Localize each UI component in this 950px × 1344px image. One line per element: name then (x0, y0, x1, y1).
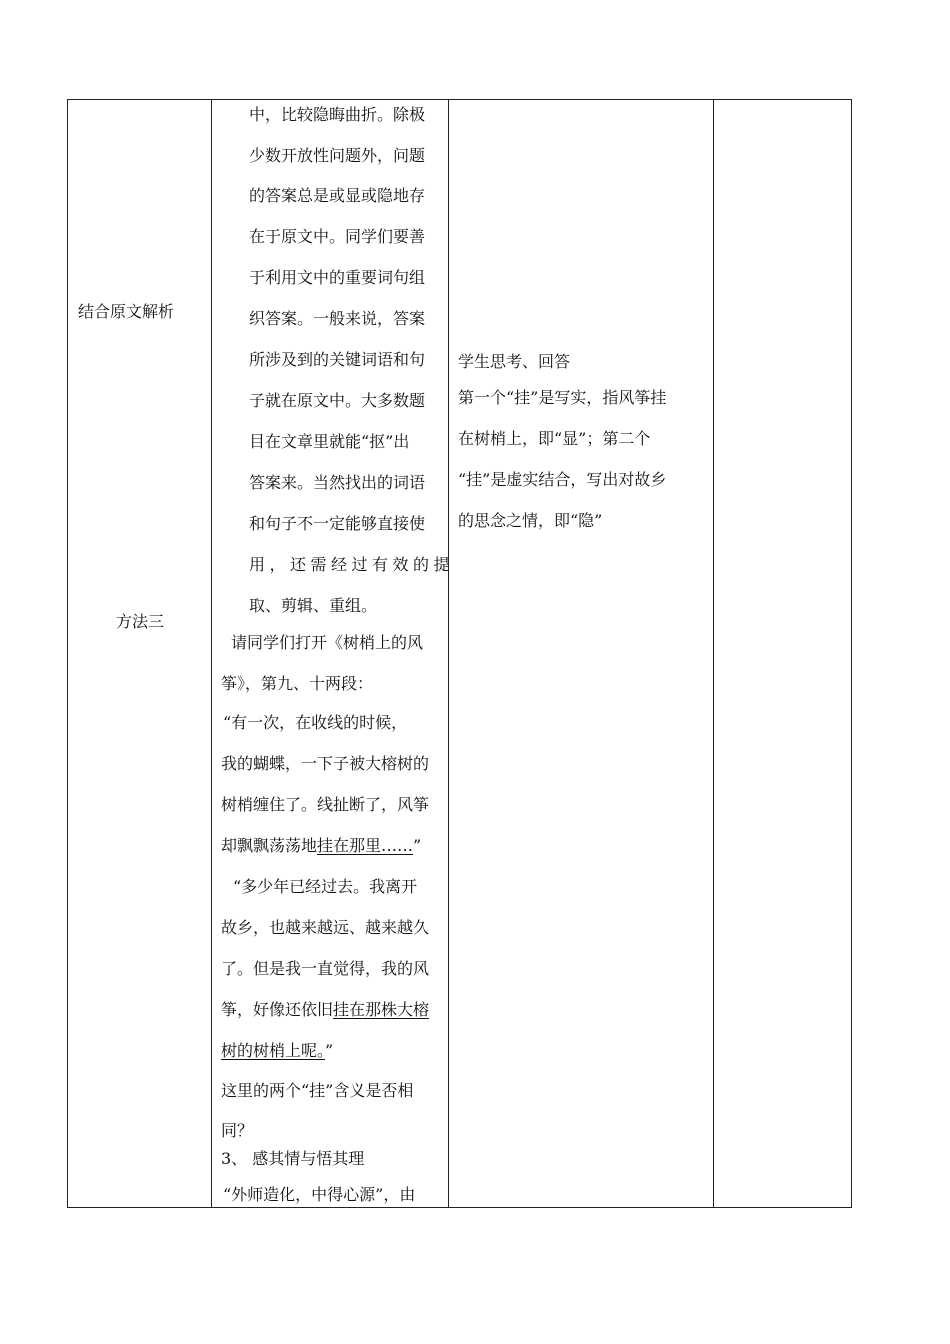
quote-line: 却飘飘荡荡地挂在那里……” (221, 836, 422, 855)
quote-line: 树的树梢上呢。” (221, 1041, 334, 1060)
content-line: 取、剪辑、重组。 (249, 596, 378, 615)
quote-line: 树梢缠住了。线扯断了，风筝 (221, 795, 430, 814)
content-line: 子就在原文中。大多数题 (249, 391, 426, 410)
column-divider (713, 100, 714, 1207)
underlined-phrase: 树的树梢上呢。 (221, 1041, 326, 1060)
quote-line: “有一次，在收线的时候， (223, 713, 408, 732)
quote-line: 了。但是我一直觉得，我的风 (221, 959, 430, 978)
lesson-table (67, 99, 852, 1208)
activity-line: 第一个“挂”是写实，指风筝挂 (458, 388, 667, 407)
content-line: 答案来。当然找出的词语 (249, 473, 426, 492)
content-line: 的答案总是或显或隐地存 (249, 186, 426, 205)
content-line: 请同学们打开《树梢上的风 (231, 633, 424, 652)
activity-line: 在树梢上，即“显”；第二个 (458, 429, 651, 448)
content-line: 筝》，第九、十两段： (221, 674, 374, 693)
content-line: 所涉及到的关键词语和句 (249, 350, 426, 369)
label-method: 方法三 (116, 612, 165, 631)
activity-line: 的思念之情，即“隐” (458, 511, 603, 530)
content-line: 少数开放性问题外，问题 (249, 146, 426, 165)
activity-line: “挂”是虚实结合，写出对故乡 (458, 470, 667, 489)
content-line: 于利用文中的重要词句组 (249, 268, 426, 287)
content-line: 用，还需经过有效的提 (249, 555, 455, 574)
quote-line: 故乡，也越来越远、越来越久 (221, 918, 430, 937)
quote-line: 我的蝴蝶，一下子被大榕树的 (221, 754, 430, 773)
underlined-phrase: 挂在那里…… (317, 836, 414, 855)
quote-line: 筝，好像还依旧挂在那株大榕 (221, 1000, 430, 1019)
content-line: 中，比较隐晦曲折。除极 (249, 105, 426, 124)
label-analysis: 结合原文解析 (78, 302, 175, 321)
quote-line: “多少年已经过去。我离开 (233, 877, 418, 896)
content-line: 织答案。一般来说，答案 (249, 309, 426, 328)
column-divider (448, 100, 449, 1207)
section-heading: 3、 感其情与悟其理 (221, 1149, 365, 1168)
column-divider (211, 100, 212, 1207)
content-line: 同？ (221, 1121, 254, 1140)
content-line: “外师造化，中得心源”，由 (223, 1185, 416, 1204)
content-line: 和句子不一定能够直接使 (249, 514, 426, 533)
activity-line: 学生思考、回答 (458, 352, 571, 371)
content-line: 在于原文中。同学们要善 (249, 227, 426, 246)
content-line: 这里的两个“挂”含义是否相 (221, 1081, 414, 1100)
underlined-phrase: 挂在那株大榕 (333, 1000, 430, 1019)
content-line: 目在文章里就能“抠”出 (249, 432, 410, 451)
